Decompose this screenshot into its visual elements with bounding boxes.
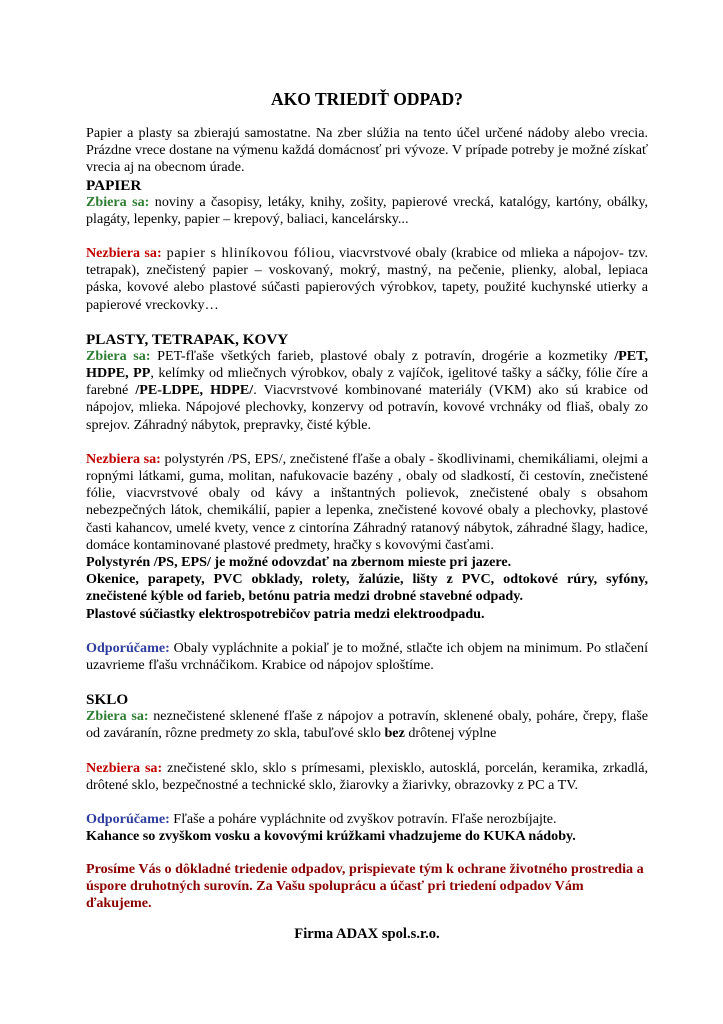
sklo-not-collected-paragraph <box>86 760 648 794</box>
papier-not-collected-paragraph <box>86 245 648 314</box>
collects-label: Zbiera sa: <box>86 193 150 210</box>
document-page <box>86 88 648 943</box>
recommend-label: Odporúčame: <box>86 811 170 828</box>
papier-collects-text: noviny a časopisy, letáky, knihy, zošity, papierové vrecká, katalógy, kartóny, obálky, plagáty, lepenky, papier – krepový, baliaci, kancelársky... <box>86 193 648 227</box>
plasty-note-elektro: Plastové súčiastky elektrospotrebičov patria medzi elektroodpadu. <box>86 605 485 622</box>
plasty-collects-text-1: PET-fľaše všetkých farieb, plastové obaly z potravín, drogérie a kozmetiky <box>150 347 615 364</box>
signature: Firma ADAX spol.s.r.o. <box>294 926 440 943</box>
final-appeal: Prosíme Vás o dôkladné triedenie odpadov, prispievate tým k ochrane životného prostredia a úspore druhotných surovín. Za Vašu spoluprácu a účasť pri triedení odpadov Vám ďakujeme. <box>86 860 644 911</box>
intro-paragraph: Papier a plasty sa zbierajú samostatne. Na zber slúžia na tento účel určené nádoby alebo vrecia. Prázdne vrece dostane na výmenu každá domácnosť pri vývoze. V prípade potreby je možné získať vrecia aj na obecnom úrade. <box>86 125 648 176</box>
recommend-label: Odporúčame: <box>86 639 170 656</box>
sklo-collects-text-2: drôtenej výplne <box>404 725 497 742</box>
not-collected-label: Nezbiera sa: <box>86 245 162 262</box>
sklo-note-kahance: Kahance so zvyškom vosku a kovovými krúžkami vhadzujeme do KUKA nádoby. <box>86 828 576 845</box>
plasty-recommend-text: Obaly vypláchnite a pokiaľ je to možné, stlačte ich objem na minimum. Po stlačení uzavrieme fľašu vrchnáčikom. Krabice od nápojov sploštíme. <box>86 639 648 674</box>
collects-label: Zbiera sa: <box>86 347 151 364</box>
plasty-not-text: polystyrén /PS, EPS/, znečistené fľaše a obaly - škodlivinami, chemikáliami, olejmi a ropnými látkami, guma, molitan, nafukovacie bazény , obaly od sladkostí, či cestovín, znečistené fólie, viacvrstvové obaly od kávy a inštantných polievok, znečistené obaly s obsahom nebezpečných látok, chemikálií, papier a lepenka, znečistené kovové obaly a plechovky, plastové časti kahancov, umelé kvety, vence z cintorína Záhradný ratanový nábytok, záhradné šlagy, hadice, domáce kontaminované plastové predmety, hračky s kovovými časťami. <box>86 450 649 553</box>
section-heading-papier: PAPIER <box>86 176 142 194</box>
not-collected-label: Nezbiera sa: <box>86 759 163 776</box>
collects-label: Zbiera sa: <box>86 708 149 725</box>
sklo-collects-text-1: neznečistené sklenené fľaše z nápojov a potravín, sklenené obaly, poháre, črepy, flaše od zaváranín, rôzne predmety zo skla, tabuľové sklo <box>86 708 648 742</box>
sklo-recommend-text: Fľaše a poháre vypláchnite od zvyškov potravín. Fľaše nerozbíjajte. <box>169 811 557 828</box>
papier-not-text-2: , viacvrstvové obaly (krabice od mlieka a nápojov- tzv. tetrapak), znečistený papier – voskovaný, mokrý, mastný, na pečenie, plienky, alobal, lepiaca páska, kovové alebo plastové súčasti papierových výrobkov, tapety, použité kuchynské utierky a papierové vreckovky… <box>86 245 649 313</box>
sklo-recommend-paragraph <box>86 811 648 828</box>
plasty-not-collected-paragraph <box>86 451 648 554</box>
not-collected-label: Nezbiera sa: <box>86 450 161 467</box>
papier-not-text-1: papier s hliníkovou fóliou <box>161 245 331 262</box>
plasty-note-stavebne: Okenice, parapety, PVC obklady, rolety, žalúzie, lišty z PVC, odtokové rúry, syfóny, znečistené kýble od farieb, betónu patria medzi drobné stavebné odpady. <box>86 571 648 605</box>
sklo-collects-bold: bez <box>384 725 405 742</box>
page-title: AKO TRIEDIŤ ODPAD? <box>271 89 463 109</box>
plasty-collects-bold-1: /PET, HDPE, PP <box>86 347 648 382</box>
section-heading-sklo: SKLO <box>86 691 129 709</box>
section-heading-plasty: PLASTY, TETRAPAK, KOVY <box>86 330 289 348</box>
plasty-collects-text-3: . Viacvrstvové kombinované materiály (VKM) ako sú krabice od nápojov, mlieka. Nápojové plechovky, konzervy od potravín, kovové vrchnáky od fliaš, obaly zo sprejov. Záhradný nábytok, prepravky, čisté kýble. <box>86 382 648 433</box>
sklo-not-text: znečistené sklo, sklo s prímesami, plexisklo, autosklá, porcelán, keramika, zrkadlá, drôtené sklo, bezpečnostné a technické sklo, žiarovky a žiarivky, obrazovky z PC a TV. <box>86 759 648 793</box>
papier-collects-paragraph <box>86 194 648 228</box>
sklo-collects-paragraph <box>86 708 648 742</box>
plasty-note-polystyren: Polystyrén /PS, EPS/ je možné odovzdať na zbernom mieste pri jazere. <box>86 554 512 571</box>
plasty-collects-bold-2: /PE-LDPE, HDPE/ <box>135 382 254 399</box>
plasty-collects-text-2: , kelímky od mliečnych výrobkov, obaly z vajíčok, igelitové tašky a sáčky, fólie číre a farebné <box>86 365 648 399</box>
plasty-collects-paragraph <box>86 348 648 434</box>
plasty-recommend-paragraph <box>86 640 648 674</box>
